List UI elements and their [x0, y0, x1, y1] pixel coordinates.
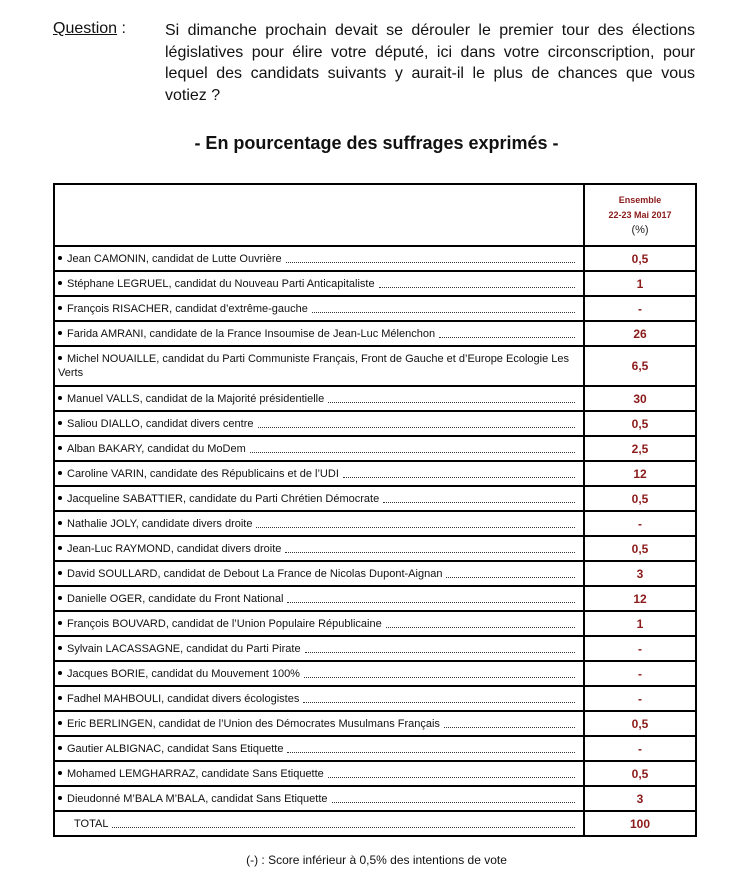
- dot-leader: [328, 402, 575, 403]
- total-label-cell: [54, 811, 584, 836]
- header-column-ensemble: [584, 184, 696, 246]
- header-line-unit: (%): [631, 223, 649, 236]
- candidate-cell: [54, 436, 584, 461]
- table-row: [54, 271, 696, 296]
- dot-leader: [328, 777, 575, 778]
- bullet-icon: [58, 256, 62, 260]
- candidate-cell: [54, 586, 584, 611]
- footnote: (-) : Score inférieur à 0,5% des intentions de vote: [246, 853, 507, 867]
- score-cell: 0,5: [584, 761, 696, 786]
- score-cell: 1: [584, 271, 696, 296]
- candidate-label: Farida AMRANI, candidate de la France Insoumise de Jean-Luc Mélenchon: [58, 327, 435, 341]
- candidate-cell: [54, 411, 584, 436]
- candidate-cell: [54, 561, 584, 586]
- table-row: [54, 296, 696, 321]
- table-row: [54, 786, 696, 811]
- candidate-cell: [54, 686, 584, 711]
- candidate-cell: [54, 486, 584, 511]
- candidate-label: Alban BAKARY, candidat du MoDem: [58, 442, 246, 456]
- table-row: [54, 486, 696, 511]
- bullet-icon: [58, 521, 62, 525]
- table-row: [54, 561, 696, 586]
- score-cell: 12: [584, 461, 696, 486]
- dot-leader: [250, 452, 575, 453]
- dot-leader: [312, 312, 575, 313]
- bullet-icon: [58, 446, 62, 450]
- table-row: [54, 661, 696, 686]
- table-row: [54, 411, 696, 436]
- dot-leader: [383, 502, 575, 503]
- dot-leader: [286, 262, 575, 263]
- score-cell: 3: [584, 561, 696, 586]
- table-row: [54, 761, 696, 786]
- score-cell: -: [584, 736, 696, 761]
- candidate-cell: [54, 711, 584, 736]
- candidate-cell: [54, 511, 584, 536]
- candidate-cell: [54, 761, 584, 786]
- subtitle: - En pourcentage des suffrages exprimés -: [194, 133, 559, 153]
- table-row: [54, 586, 696, 611]
- score-cell: 1: [584, 611, 696, 636]
- score-cell: 3: [584, 786, 696, 811]
- bullet-icon: [58, 496, 62, 500]
- candidate-cell: [54, 636, 584, 661]
- candidate-label: Jean CAMONIN, candidat de Lutte Ouvrière: [58, 252, 282, 266]
- candidate-label: François BOUVARD, candidat de l’Union Populaire Républicaine: [58, 617, 382, 631]
- candidate-cell: [54, 296, 584, 321]
- candidate-label: Jacqueline SABATTIER, candidate du Parti Chrétien Démocrate: [58, 492, 379, 506]
- question-label: Question :: [53, 20, 126, 37]
- candidate-label: Danielle OGER, candidate du Front National: [58, 592, 283, 606]
- total-label: TOTAL: [74, 817, 109, 830]
- bullet-icon: [58, 621, 62, 625]
- candidate-label: Fadhel MAHBOULI, candidat divers écologistes: [58, 692, 299, 706]
- table-row: [54, 611, 696, 636]
- score-cell: 0,5: [584, 411, 696, 436]
- score-cell: -: [584, 661, 696, 686]
- candidate-label: Sylvain LACASSAGNE, candidat du Parti Pirate: [58, 642, 301, 656]
- bullet-icon: [58, 546, 62, 550]
- table-row: [54, 636, 696, 661]
- dot-leader: [386, 627, 575, 628]
- candidate-label: Nathalie JOLY, candidate divers droite: [58, 517, 252, 531]
- bullet-icon: [58, 471, 62, 475]
- candidate-label: Caroline VARIN, candidate des Républicains et de l’UDI: [58, 467, 339, 481]
- candidate-label: Gautier ALBIGNAC, candidat Sans Etiquette: [58, 742, 283, 756]
- table-row: [54, 386, 696, 411]
- candidate-cell: [54, 536, 584, 561]
- dot-leader: [446, 577, 575, 578]
- dot-leader: [332, 802, 576, 803]
- candidate-label: Dieudonné M’BALA M’BALA, candidat Sans Etiquette: [58, 792, 328, 806]
- candidate-cell: [54, 346, 584, 386]
- bullet-icon: [58, 281, 62, 285]
- candidate-label: Saliou DIALLO, candidat divers centre: [58, 417, 254, 431]
- bullet-icon: [58, 421, 62, 425]
- bullet-icon: [58, 396, 62, 400]
- dot-leader: [439, 337, 575, 338]
- dot-leader: [303, 702, 575, 703]
- header-line-date: 22-23 Mai 2017: [608, 209, 672, 220]
- candidate-cell: [54, 611, 584, 636]
- score-cell: 2,5: [584, 436, 696, 461]
- candidate-label: Jacques BORIE, candidat du Mouvement 100%: [58, 667, 300, 681]
- dot-leader: [285, 552, 575, 553]
- bullet-icon: [58, 696, 62, 700]
- score-cell: 26: [584, 321, 696, 346]
- score-cell: 0,5: [584, 536, 696, 561]
- dot-leader: [343, 477, 575, 478]
- dot-leader: [256, 527, 575, 528]
- bullet-icon: [58, 571, 62, 575]
- bullet-icon: [58, 746, 62, 750]
- candidate-label: Eric BERLINGEN, candidat de l’Union des Démocrates Musulmans Français: [58, 717, 440, 731]
- candidate-label: Manuel VALLS, candidat de la Majorité présidentielle: [58, 392, 324, 406]
- dot-leader: [444, 727, 575, 728]
- candidate-label: David SOULLARD, candidat de Debout La France de Nicolas Dupont-Aignan: [58, 567, 442, 581]
- table-row: [54, 461, 696, 486]
- table-row: [54, 686, 696, 711]
- candidate-label: François RISACHER, candidat d’extrême-gauche: [58, 302, 308, 316]
- bullet-icon: [58, 356, 62, 360]
- table-row: [54, 346, 696, 386]
- candidate-label: Stéphane LEGRUEL, candidat du Nouveau Parti Anticapitaliste: [58, 277, 375, 291]
- score-cell: -: [584, 686, 696, 711]
- table-row: [54, 736, 696, 761]
- candidate-cell: [54, 321, 584, 346]
- total-value: 100: [584, 811, 696, 836]
- dot-leader: [258, 427, 576, 428]
- candidate-cell: [54, 271, 584, 296]
- score-cell: 0,5: [584, 246, 696, 271]
- table-row: [54, 711, 696, 736]
- bullet-icon: [58, 596, 62, 600]
- results-table: [53, 183, 697, 837]
- dot-leader: [112, 827, 575, 828]
- bullet-icon: [58, 306, 62, 310]
- table-row: [54, 536, 696, 561]
- dot-leader: [379, 287, 575, 288]
- candidate-cell: [54, 386, 584, 411]
- candidate-label: Jean-Luc RAYMOND, candidat divers droite: [58, 542, 281, 556]
- score-cell: -: [584, 636, 696, 661]
- bullet-icon: [58, 646, 62, 650]
- dot-leader: [287, 752, 575, 753]
- total-row: [54, 811, 696, 836]
- table-row: [54, 436, 696, 461]
- bullet-icon: [58, 671, 62, 675]
- candidate-cell: [54, 786, 584, 811]
- bullet-icon: [58, 721, 62, 725]
- score-cell: 0,5: [584, 486, 696, 511]
- score-cell: -: [584, 511, 696, 536]
- bullet-icon: [58, 771, 62, 775]
- score-cell: -: [584, 296, 696, 321]
- candidate-label: Michel NOUAILLE, candidat du Parti Communiste Français, Front de Gauche et d’Europe Ecologie Les Verts: [58, 353, 569, 379]
- candidate-label: Mohamed LEMGHARRAZ, candidate Sans Etiquette: [58, 767, 324, 781]
- dot-leader: [304, 677, 575, 678]
- candidate-cell: [54, 736, 584, 761]
- table-header-row: [54, 184, 696, 246]
- score-cell: 6,5: [584, 346, 696, 386]
- question-text: Si dimanche prochain devait se dérouler le premier tour des élections législatives pour élire votre député, ici dans votre circonscription, pour lequel des candidats suivants y aurait-il le plus de chances que vous votiez ?: [165, 22, 695, 104]
- bullet-icon: [58, 796, 62, 800]
- table-row: [54, 511, 696, 536]
- dot-leader: [287, 602, 575, 603]
- header-line-ensemble: Ensemble: [618, 194, 662, 205]
- header-empty-cell: [54, 184, 584, 246]
- dot-leader: [305, 652, 575, 653]
- bullet-icon: [58, 331, 62, 335]
- candidate-cell: [54, 246, 584, 271]
- score-cell: 30: [584, 386, 696, 411]
- table-row: [54, 321, 696, 346]
- score-cell: 12: [584, 586, 696, 611]
- candidate-cell: [54, 461, 584, 486]
- candidate-cell: [54, 661, 584, 686]
- table-row: [54, 246, 696, 271]
- score-cell: 0,5: [584, 711, 696, 736]
